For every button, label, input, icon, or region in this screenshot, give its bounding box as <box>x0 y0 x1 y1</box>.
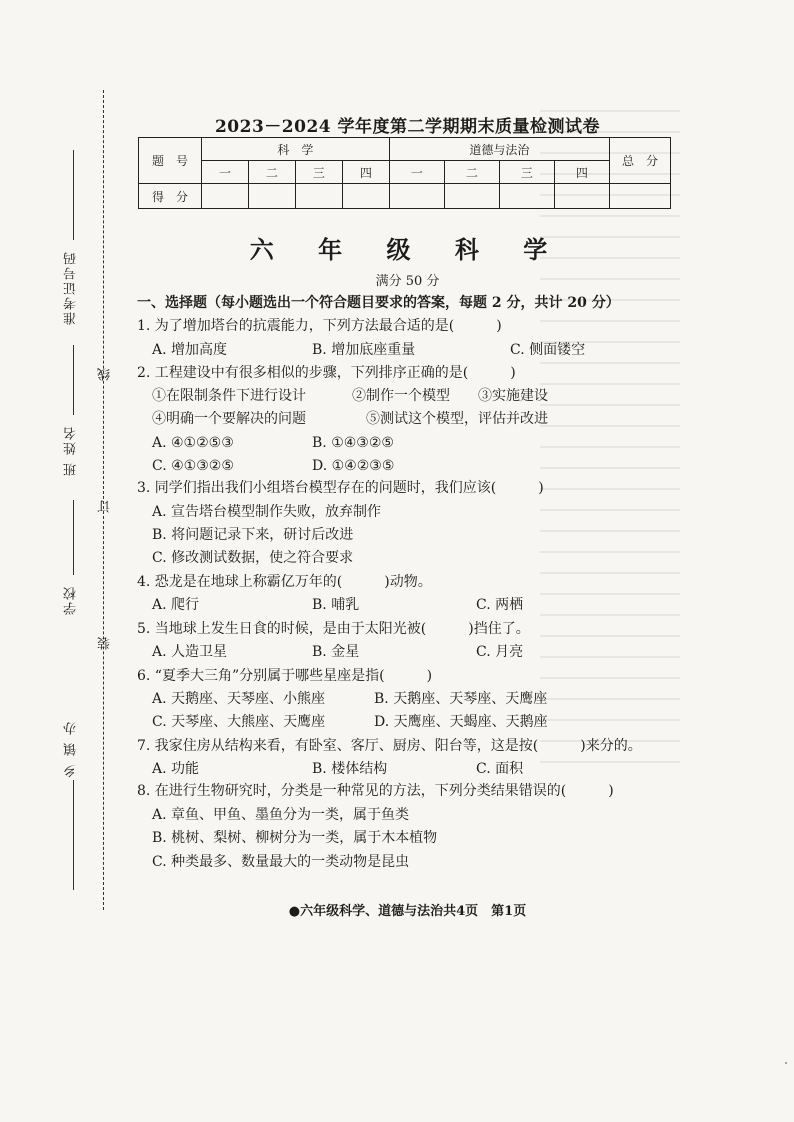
part-cell: 一 <box>389 161 444 184</box>
q8-option-c[interactable]: C. 种类最多、数量最大的一类动物是昆虫 <box>152 854 410 870</box>
total-score-cell[interactable] <box>610 184 671 209</box>
score-cell[interactable] <box>499 184 554 209</box>
score-cell[interactable] <box>342 184 389 209</box>
exam-id-fill-line[interactable] <box>73 150 74 240</box>
score-cell[interactable] <box>444 184 499 209</box>
score-cell[interactable] <box>295 184 342 209</box>
row-label-score: 得 分 <box>139 184 202 209</box>
score-table <box>138 137 671 209</box>
q2-option-d[interactable]: D. ①④②③⑤ <box>312 458 395 474</box>
q7-option-a[interactable]: A. 功能 <box>152 761 200 777</box>
q3-option-a[interactable]: A. 宣告塔台模型制作失败，放弃制作 <box>152 504 382 520</box>
town-label: 乡 镇 办 <box>64 720 79 778</box>
school-label: 学校 <box>64 585 79 615</box>
q2-step-4: ④明确一个要解决的问题 <box>152 411 306 427</box>
question-8: 8. 在进行生物研究时，分类是一种常见的方法，下列分类结果错误的( ) <box>137 783 614 799</box>
q2-option-c[interactable]: C. ④①③②⑤ <box>152 458 234 474</box>
row-label-number: 题 号 <box>139 138 202 184</box>
q1-option-c[interactable]: C. 侧面镂空 <box>510 342 586 358</box>
q2-step-3: ③实施建设 <box>478 388 548 404</box>
part-cell: 一 <box>202 161 249 184</box>
page-footer: ●六年级科学、道德与法治共4页 第1页 <box>288 904 527 919</box>
q7-option-b[interactable]: B. 楼体结构 <box>312 761 388 777</box>
q5-option-c[interactable]: C. 月亮 <box>476 644 524 660</box>
score-cell[interactable] <box>248 184 295 209</box>
name-fill-line[interactable] <box>73 345 74 415</box>
q6-option-c[interactable]: C. 天琴座、大熊座、天鹰座 <box>152 714 326 730</box>
full-mark: 满分 50 分 <box>375 274 440 289</box>
q2-step-5: ⑤测试这个模型，评估并改进 <box>366 411 548 427</box>
question-3: 3. 同学们指出我们小组塔台模型存在的问题时，我们应该( ) <box>137 480 544 496</box>
score-cell[interactable] <box>554 184 609 209</box>
q2-option-a[interactable]: A. ④①②⑤③ <box>152 435 234 451</box>
q1-option-a[interactable]: A. 增加高度 <box>152 342 228 358</box>
score-cell[interactable] <box>202 184 249 209</box>
subject-title: 六 年 级 科 学 <box>249 235 566 264</box>
section-heading: 一、选择题（每小题选出一个符合题目要求的答案，每题 2 分，共计 20 分） <box>137 295 620 311</box>
q5-option-b[interactable]: B. 金星 <box>312 644 360 660</box>
question-4: 4. 恐龙是在地球上称霸亿万年的( )动物。 <box>137 574 432 590</box>
question-1: 1. 为了增加塔台的抗震能力，下列方法最合适的是( ) <box>137 318 502 334</box>
exam-title: 2023－2024 学年度第二学期期末质量检测试卷 <box>214 117 601 137</box>
q7-option-c[interactable]: C. 面积 <box>476 761 524 777</box>
part-cell: 三 <box>295 161 342 184</box>
total-header: 总 分 <box>610 138 671 184</box>
q6-option-a[interactable]: A. 天鹅座、天琴座、小熊座 <box>152 691 326 707</box>
part-cell: 二 <box>248 161 295 184</box>
q8-option-a[interactable]: A. 章鱼、甲鱼、墨鱼分为一类，属于鱼类 <box>152 807 410 823</box>
q5-option-a[interactable]: A. 人造卫星 <box>152 644 228 660</box>
q6-option-d[interactable]: D. 天鹰座、天蝎座、天鹅座 <box>374 714 548 730</box>
part-cell: 四 <box>554 161 609 184</box>
science-header: 科 学 <box>202 138 390 161</box>
q4-option-b[interactable]: B. 哺乳 <box>312 597 360 613</box>
part-cell: 四 <box>342 161 389 184</box>
speck <box>785 1062 787 1064</box>
q1-option-b[interactable]: B. 增加底座重量 <box>312 342 416 358</box>
q6-option-b[interactable]: B. 天鹅座、天琴座、天鹰座 <box>374 691 548 707</box>
part-cell: 二 <box>444 161 499 184</box>
q3-option-c[interactable]: C. 修改测试数据，使之符合要求 <box>152 550 354 566</box>
q8-option-b[interactable]: B. 桃树、梨树、柳树分为一类，属于木本植物 <box>152 830 438 846</box>
moral-header: 道德与法治 <box>389 138 609 161</box>
binding-margin <box>0 80 125 920</box>
q2-step-2: ②制作一个模型 <box>352 388 450 404</box>
q3-option-b[interactable]: B. 将问题记录下来，研讨后改进 <box>152 527 354 543</box>
binding-mark-ding: 订 <box>98 500 113 513</box>
q4-option-a[interactable]: A. 爬行 <box>152 597 200 613</box>
binding-mark-xian: 线 <box>98 368 113 381</box>
q2-option-b[interactable]: B. ①④③②⑤ <box>312 435 394 451</box>
score-cell[interactable] <box>389 184 444 209</box>
q2-step-1: ①在限制条件下进行设计 <box>152 388 306 404</box>
question-2: 2. 工程建设中有很多相似的步骤，下列排序正确的是( ) <box>137 365 516 381</box>
binding-mark-zhuang: 装 <box>98 637 113 650</box>
town-fill-line[interactable] <box>73 780 74 890</box>
question-7: 7. 我家住房从结构来看，有卧室、客厅、厨房、阳台等，这是按( )来分的。 <box>137 738 642 754</box>
question-6: 6. “夏季大三角”分别属于哪些星座是指( ) <box>137 668 433 684</box>
exam-id-label: 准考证号码 <box>64 250 79 325</box>
school-fill-line[interactable] <box>73 500 74 575</box>
q4-option-c[interactable]: C. 两栖 <box>476 597 524 613</box>
part-cell: 三 <box>499 161 554 184</box>
question-5: 5. 当地球上发生日食的时候，是由于太阳光被( )挡住了。 <box>137 621 530 637</box>
name-label: 班 姓名 <box>64 425 79 477</box>
